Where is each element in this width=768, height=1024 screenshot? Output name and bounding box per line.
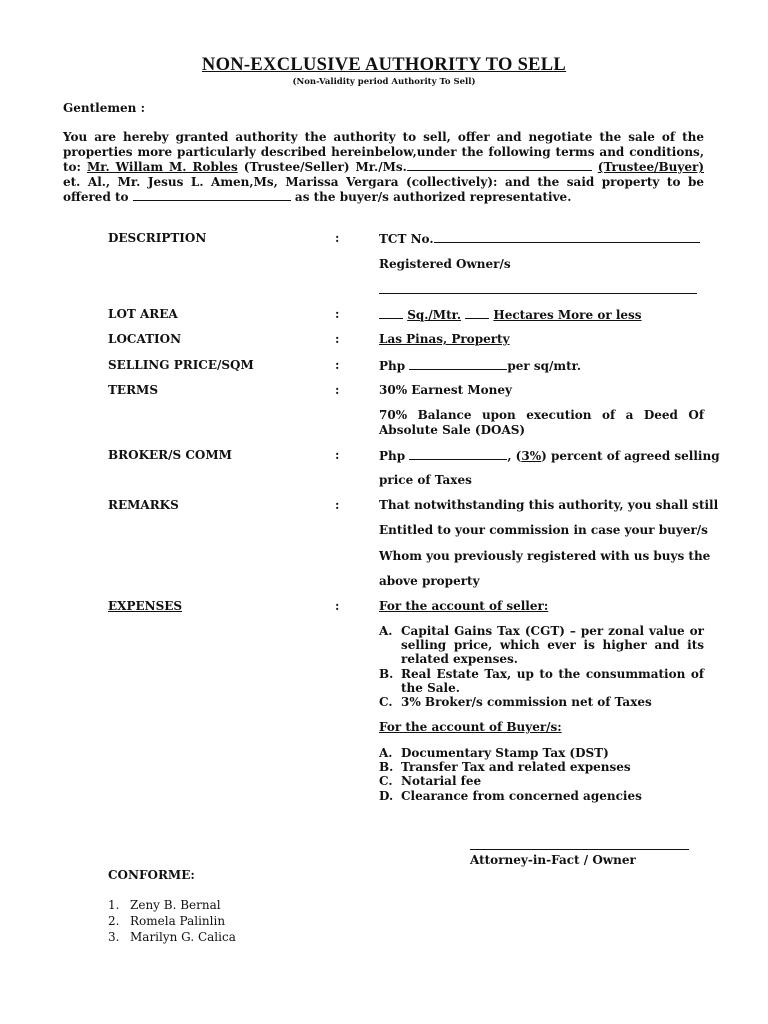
- greeting: Gentlemen :: [63, 101, 146, 115]
- label-lot-area: LOT AREA: [108, 307, 178, 321]
- label-selling-price: SELLING PRICE/SQM: [108, 358, 254, 372]
- list-marker: 2.: [108, 914, 120, 928]
- document-title: NON-EXCLUSIVE AUTHORITY TO SELL: [201, 55, 567, 75]
- registered-owner-blank: [379, 293, 697, 294]
- representative-blank: [133, 189, 291, 201]
- remarks-line: That notwithstanding this authority, you shall still: [379, 498, 719, 512]
- label-expenses: EXPENSES: [108, 599, 183, 613]
- price-blank: [409, 358, 507, 370]
- hectares-unit: Hectares More or less: [493, 308, 642, 322]
- list-item: [379, 624, 704, 667]
- colon: :: [335, 383, 340, 397]
- list-item-text: Clearance from concerned agencies: [401, 788, 642, 803]
- selling-price-value: [379, 358, 581, 373]
- buyer-role: (Trustee/Buyer): [597, 160, 705, 174]
- tct-label: TCT No.: [379, 232, 434, 246]
- terms-balance: 70% Balance upon execution of a Deed Of Absolute Sale (DOAS): [379, 408, 704, 437]
- price-prefix: Php: [379, 359, 410, 373]
- tct-field: [379, 231, 700, 246]
- list-marker: C.: [379, 774, 393, 789]
- list-marker: A.: [379, 746, 393, 760]
- tct-blank: [434, 231, 700, 243]
- broker-mid: , (: [507, 449, 522, 463]
- list-marker: 1.: [108, 898, 120, 912]
- hectares-blank: [465, 307, 489, 319]
- broker-comm-value: [379, 448, 720, 463]
- sqm-unit: Sq./Mtr.: [407, 308, 462, 322]
- colon: :: [335, 332, 340, 346]
- terms-earnest: 30% Earnest Money: [379, 383, 512, 397]
- buyer-expenses-list: [379, 746, 704, 803]
- list-marker: C.: [379, 695, 393, 710]
- buyer-expenses-heading: For the account of Buyer/s:: [379, 720, 562, 734]
- remarks-line: above property: [379, 574, 480, 588]
- intro-paragraph: [63, 130, 704, 205]
- colon: :: [335, 231, 340, 245]
- registered-owner-label: Registered Owner/s: [379, 257, 511, 271]
- price-suffix: per sq/mtr.: [507, 359, 582, 373]
- list-marker: D.: [379, 788, 394, 803]
- colon: :: [335, 358, 340, 372]
- list-item-text: Real Estate Tax, up to the consummation of the Sale.: [401, 666, 704, 695]
- broker-comm-line2: price of Taxes: [379, 473, 472, 487]
- list-item: [108, 929, 236, 945]
- list-item: [379, 667, 704, 695]
- seller-expenses-heading: For the account of seller:: [379, 599, 549, 613]
- label-broker-comm: BROKER/S COMM: [108, 448, 232, 462]
- list-item-text: Capital Gains Tax (CGT) – per zonal value or selling price, which ever is higher and its related expenses.: [401, 624, 704, 667]
- list-item: [379, 695, 704, 709]
- list-marker: 3.: [108, 930, 120, 944]
- seller-name: Mr. Willam M. Robles: [86, 160, 238, 174]
- label-location: LOCATION: [108, 332, 182, 346]
- list-item: [379, 789, 704, 803]
- conforme-name: Marilyn G. Calica: [130, 930, 236, 944]
- conforme-name: Romela Palinlin: [130, 914, 226, 928]
- colon: :: [335, 307, 340, 321]
- intro-text-3: et. Al., Mr. Jesus L. Amen,Ms, Marissa Vergara (collectively): and the said property to be offered to: [63, 174, 704, 204]
- list-marker: A.: [379, 624, 393, 638]
- conforme-name: Zeny B. Bernal: [130, 898, 221, 912]
- label-terms: TERMS: [108, 383, 158, 397]
- broker-blank: [409, 448, 507, 460]
- list-item: [108, 913, 236, 929]
- list-item-text: 3% Broker/s commission net of Taxes: [401, 695, 652, 710]
- broker-percent: 3%: [521, 449, 542, 463]
- list-item: [379, 746, 704, 760]
- colon: :: [335, 498, 340, 512]
- lot-area-value: [379, 307, 642, 322]
- seller-expenses-list: [379, 624, 704, 709]
- list-item: [379, 760, 704, 774]
- list-marker: B.: [379, 666, 394, 681]
- list-item: [108, 897, 236, 913]
- intro-text-1: You are hereby granted authority the authority to sell, offer and negotiate the sale of the properties more particularly described hereinbelow,under the following terms and conditions, to:: [63, 130, 704, 174]
- broker-prefix: Php: [379, 449, 410, 463]
- conforme-heading: CONFORME:: [108, 868, 195, 882]
- label-description: DESCRIPTION: [108, 231, 207, 245]
- list-item-text: Transfer Tax and related expenses: [401, 760, 631, 775]
- remarks-line: Entitled to your commission in case your buyer/s: [379, 523, 708, 537]
- signature-label: Attorney-in-Fact / Owner: [470, 853, 636, 867]
- colon: :: [335, 448, 340, 462]
- document-subtitle: (Non-Validity period Authority To Sell): [292, 77, 476, 87]
- location-value: Las Pinas, Property: [379, 332, 510, 346]
- list-item: [379, 774, 704, 788]
- conforme-list: [108, 897, 236, 945]
- broker-suffix: ) percent of agreed selling: [541, 449, 720, 463]
- label-remarks: REMARKS: [108, 498, 179, 512]
- intro-text-2: (Trustee/Seller) Mr./Ms.: [237, 160, 407, 174]
- remarks-line: Whom you previously registered with us buys the: [379, 549, 711, 563]
- sqm-blank: [379, 307, 403, 319]
- buyer-name-blank: [407, 159, 592, 171]
- list-marker: B.: [379, 760, 394, 775]
- list-item-text: Documentary Stamp Tax (DST): [401, 746, 609, 760]
- signature-line: [470, 849, 689, 850]
- intro-text-4: as the buyer/s authorized representative.: [290, 190, 572, 204]
- list-item-text: Notarial fee: [401, 774, 482, 789]
- colon: :: [335, 599, 340, 613]
